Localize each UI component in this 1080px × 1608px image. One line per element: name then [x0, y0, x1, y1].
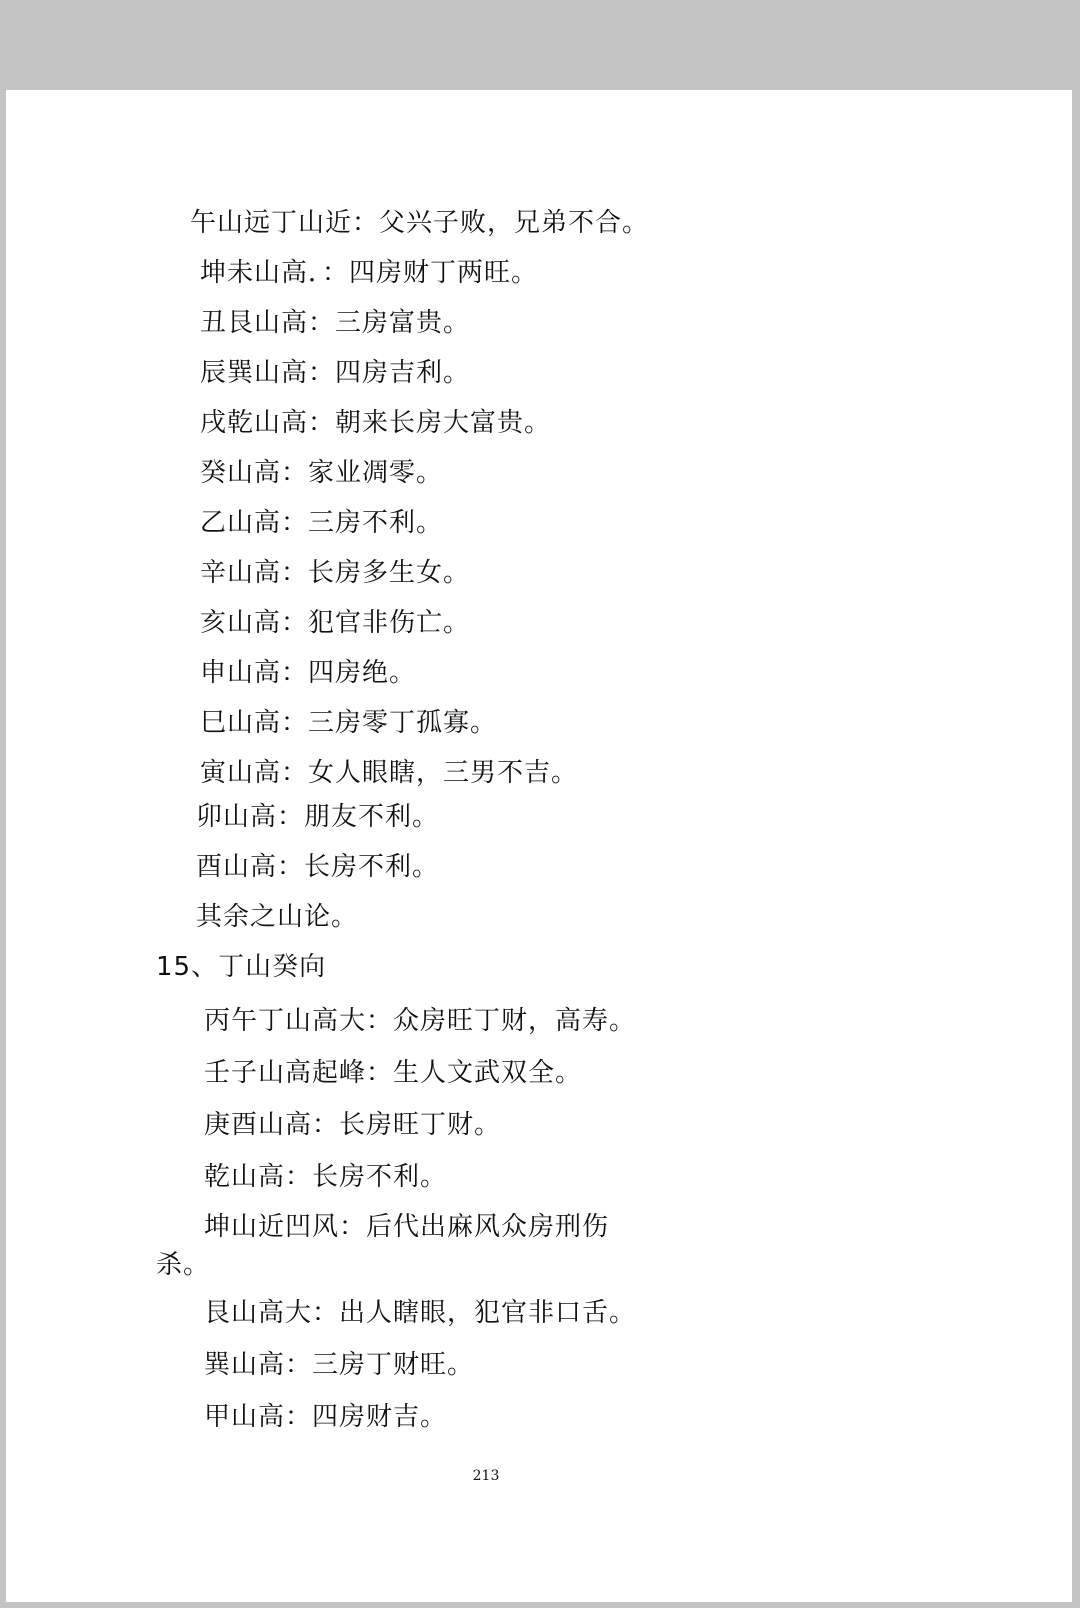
text-line: 乙山高：三房不利。 — [200, 508, 444, 538]
text-line: 庚酉山高：长房旺丁财。 — [204, 1110, 502, 1140]
text-line: 杀。 — [156, 1250, 211, 1280]
text-line: 辰巽山高：四房吉利。 — [200, 358, 471, 388]
text-line: 其余之山论。 — [196, 902, 359, 932]
text-line: 坤山近凹风：后代出麻风众房刑伤 — [204, 1212, 610, 1242]
text-line: 甲山高：四房财吉。 — [204, 1402, 448, 1432]
text-line: 乾山高：长房不利。 — [204, 1162, 448, 1192]
text-line: 酉山高：长房不利。 — [196, 852, 440, 882]
text-line: 丑艮山高：三房富贵。 — [200, 308, 471, 338]
text-line: 壬子山高起峰：生人文武双全。 — [204, 1058, 583, 1088]
text-line: 丙午丁山高大：众房旺丁财，高寿。 — [204, 1006, 637, 1036]
text-line: 寅山高：女人眼瞎，三男不吉。 — [200, 758, 579, 788]
text-line: 巽山高：三房丁财旺。 — [204, 1350, 475, 1380]
text-line: 亥山高：犯官非伤亡。 — [200, 608, 471, 638]
text-line: 申山高：四房绝。 — [200, 658, 417, 688]
text-line: 午山远丁山近：父兴子败，兄弟不合。 — [190, 208, 650, 238]
text-line: 坤未山高．：四房财丁两旺。 — [200, 258, 539, 288]
text-line: 癸山高：家业凋零。 — [200, 458, 444, 488]
document-page — [6, 90, 1072, 1602]
text-line: 巳山高：三房零丁孤寡。 — [200, 708, 498, 738]
text-line: 卯山高：朋友不利。 — [196, 802, 440, 832]
section-heading: 15、丁山癸向 — [156, 952, 327, 982]
text-line: 艮山高大：出人瞎眼，犯官非口舌。 — [204, 1298, 637, 1328]
page-number: 213 — [472, 1468, 500, 1484]
text-line: 戌乾山高：朝来长房大富贵。 — [200, 408, 552, 438]
text-line: 辛山高：长房多生女。 — [200, 558, 471, 588]
